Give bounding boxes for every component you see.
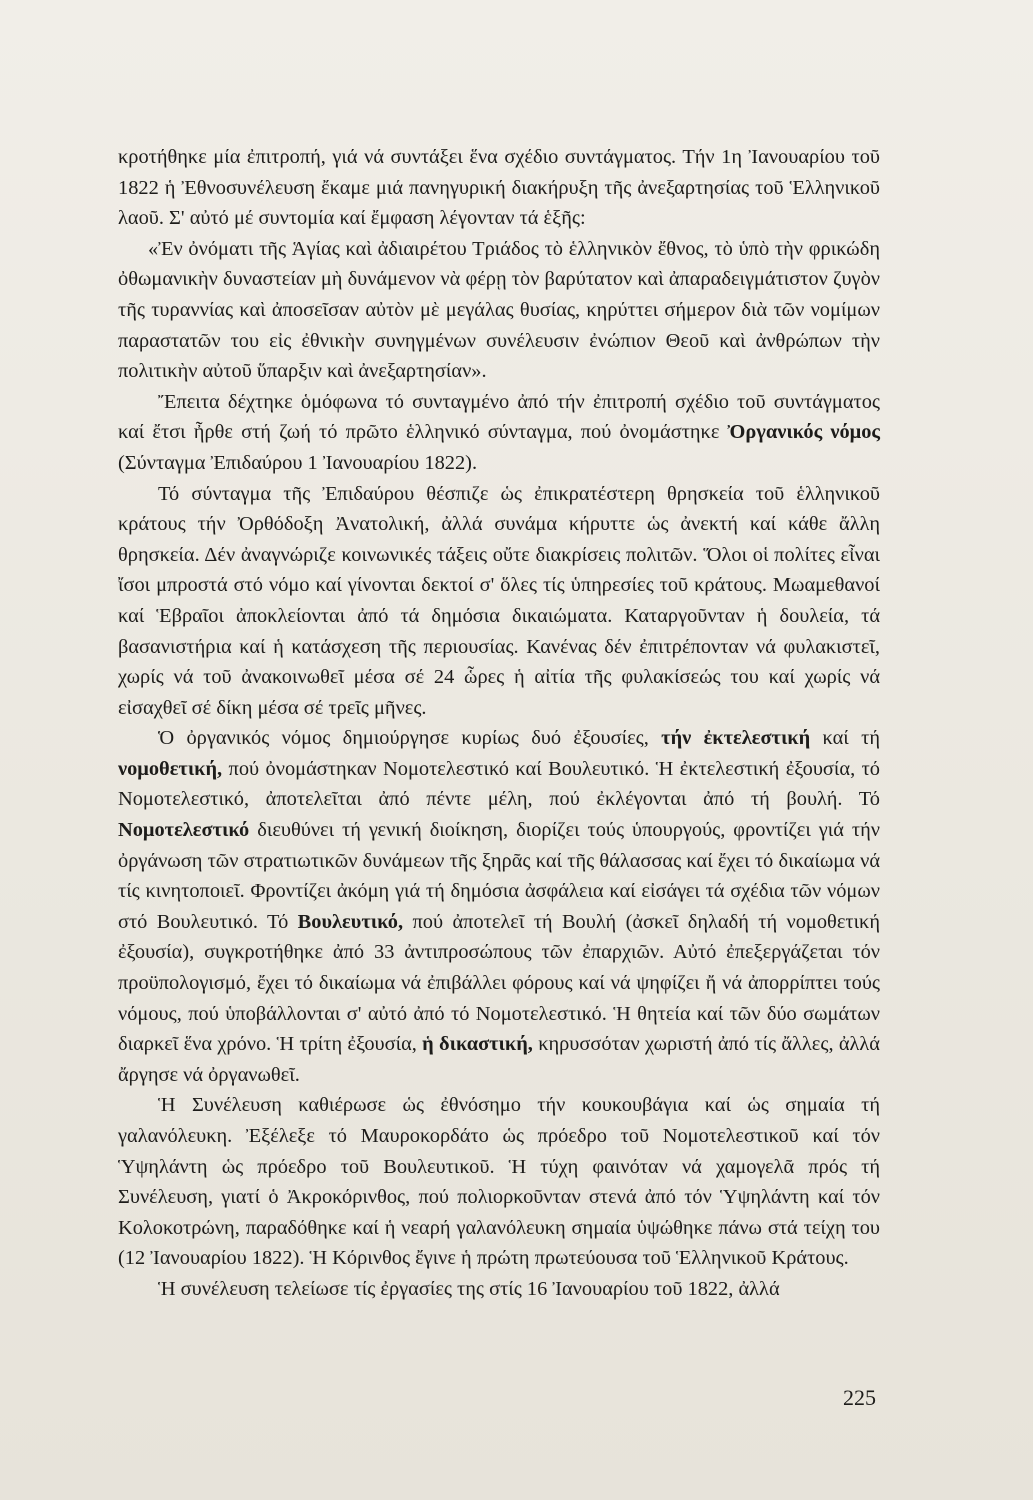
paragraph-powers	[118, 723, 880, 1090]
text-run: (Σύνταγμα Ἐπιδαύρου 1 Ἰανουαρίου 1822).	[118, 451, 478, 474]
body-text	[118, 142, 880, 1305]
bold-term: Βουλευτικό,	[297, 910, 404, 933]
bold-term: Νομοτελεστικό	[118, 819, 250, 842]
paragraph-conclusion: Ἡ συνέλευση τελείωσε τίς ἐργασίες της στίς 16 Ἰανουαρίου τοῦ 1822, ἀλλά	[158, 1277, 780, 1300]
paragraph-organic-law	[118, 387, 880, 479]
paragraph-continuation: κροτήθηκε μία ἐπιτροπή, γιά νά συντάξει ἕνα σχέδιο συντάγματος. Τήν 1η Ἰανουαρίου τοῦ 1822 ἡ Ἐθνοσυνέλευση ἔκαμε μιά πανηγυρική διακήρυξη τῆς ἀνεξαρτησίας τοῦ Ἑλληνικοῦ λαοῦ. Σ' αὐτό μέ συντομία καί ἔμφαση λέγονταν τά ἑξῆς:	[118, 146, 880, 230]
paragraph-constitution: Τό σύνταγμα τῆς Ἐπιδαύρου θέσπιζε ὡς ἐπικρατέστερη θρησκεία τοῦ ἑλληνικοῦ κράτους τήν Ὀρθόδοξη Ἀνατολική, ἀλλά συνάμα κήρυττε ὡς ἀνεκτή καί κάθε ἄλλη θρησκεία. Δέν ἀναγνώριζε κοινωνικές τάξεις οὔτε διακρίσεις πολιτῶν. Ὅλοι οἱ πολίτες εἶναι ἴσοι μπροστά στό νόμο καί γίνονται δεκτοί σ' ὅλες τίς ὑπηρεσίες τοῦ κράτους. Μωαμεθανοί καί Ἑβραῖοι ἀποκλείονται ἀπό τά δημόσια δικαιώματα. Καταργοῦνταν ἡ δουλεία, τά βασανιστήρια καί ἡ κατάσχεση τῆς περιουσίας. Κανένας δέν ἐπιτρέπονταν νά φυλακιστεῖ, χωρίς νά τοῦ ἀνακοινωθεῖ μέσα σέ 24 ὧρες ἡ αἰτία τῆς φυλακίσεώς του καί χωρίς νά εἰσαχθεῖ σέ δίκη μέσα σέ τρεῖς μῆνες.	[118, 482, 880, 719]
text-run: Ὁ ὀργανικός νόμος δημιούργησε κυρίως δυό ἐξουσίες,	[158, 727, 662, 750]
declaration-quote: «Ἐν ὀνόματι τῆς Ἁγίας καὶ ἀδιαιρέτου Τριάδος τὸ ἑλληνικὸν ἔθνος, τὸ ὑπὸ τὴν φρικώδη ὀθωμανικὴν δυναστείαν μὴ δυνάμενον νὰ φέρῃ τὸν βαρύτατον καὶ ἀπαραδειγμάτιστον ζυγὸν τῆς τυραννίας καὶ ἀποσεῖσαν αὐτὸν μὲ μεγάλας θυσίας, κηρύττει σήμερον διὰ τῶν νομίμων παραστατῶν του εἰς ἐθνικὴν συνηγμένων συνέλευσιν ἐνώπιον Θεοῦ καὶ ἀνθρώπων τὴν πολιτικὴν αὐτοῦ ὕπαρξιν καὶ ἀνεξαρτησίαν».	[118, 237, 880, 383]
text-run: πού ἀποτελεῖ τή Βουλή (ἀσκεῖ δηλαδή τή νομοθετική ἐξουσία), συγκροτήθηκε ἀπό 33 ἀντιπροσώπους τῶν ἐπαρχιῶν. Αὐτό ἐπεξεργάζεται τόν προϋπολογισμό, ἔχει τό δικαίωμα νά ἐπιβάλλει φόρους καί νά ψηφίζει ἤ νά ἀπορρίπτει τούς νόμους, πού ὑποβάλλονται σ' αὐτό ἀπό τό Νομοτελεστικό. Ἡ θητεία καί τῶν δύο σωμάτων διαρκεῖ ἕνα χρόνο. Ἡ τρίτη ἐξουσία,	[118, 910, 880, 1056]
bold-term: τήν ἐκτελεστική	[661, 727, 811, 750]
text-run: πού ὀνομάστηκαν Νομοτελεστικό καί Βουλευτικό. Ἡ ἐκτελεστική ἐξουσία, τό Νομοτελεστικό, ἀποτελεῖται ἀπό πέντε μέλη, πού ἐκλέγονται ἀπό τή βουλή. Τό	[118, 757, 880, 811]
bold-term: Ὀργανικός νόμος	[727, 421, 881, 444]
text-run: Ἔπειτα δέχτηκε ὁμόφωνα τό συνταγμένο ἀπό τήν ἐπιτροπή σχέδιο τοῦ συντάγματος καί ἔτσι ἦρθε στή ζωή τό πρῶτο ἑλληνικό σύνταγμα, πού ὀνομάστηκε	[118, 390, 880, 444]
bold-term: νομοθετική,	[118, 757, 223, 780]
text-run: διευθύνει τή γενική διοίκηση, διορίζει τούς ὑπουργούς, φροντίζει γιά τήν ὀργάνωση τῶν στρατιωτικῶν δυνάμεων τῆς ξηρᾶς καί τῆς θάλασσας καί ἔχει τό δικαίωμα νά τίς κινητοποιεῖ. Φροντίζει ἀκόμη γιά τή δημόσια ἀσφάλεια καί εἰσάγει τά σχέδια τῶν νόμων στό Βουλευτικό. Τό	[118, 819, 880, 933]
page-number: 225	[843, 1385, 876, 1410]
bold-term: ἡ δικαστική,	[422, 1033, 533, 1056]
text-run: κηρυσσόταν χωριστή ἀπό τίς ἄλλες, ἀλλά ἄργησε νά ὀργανωθεῖ.	[118, 1033, 880, 1086]
paragraph-symbols: Ἡ Συνέλευση καθιέρωσε ὡς ἐθνόσημο τήν κουκουβάγια καί ὡς σημαία τή γαλανόλευκη. Ἐξέλεξε τό Μαυροκορδάτο ὡς πρόεδρο τοῦ Νομοτελεστικοῦ καί τόν Ὑψηλάντη ὡς πρόεδρο τοῦ Βουλευτικοῦ. Ἡ τύχη φαινόταν νά χαμογελᾶ πρός τή Συνέλευση, γιατί ὁ Ἀκροκόρινθος, πού πολιορκοῦνταν στενά ἀπό τόν Ὑψηλάντη καί τόν Κολοκοτρώνη, παραδόθηκε καί ἡ νεαρή γαλανόλευκη σημαία ὑψώθηκε πάνω στά τείχη του (12 Ἰανουαρίου 1822). Ἡ Κόρινθος ἔγινε ἡ πρώτη πρωτεύουσα τοῦ Ἑλληνικοῦ Κράτους.	[118, 1094, 880, 1270]
text-run: καί τή	[810, 727, 880, 750]
